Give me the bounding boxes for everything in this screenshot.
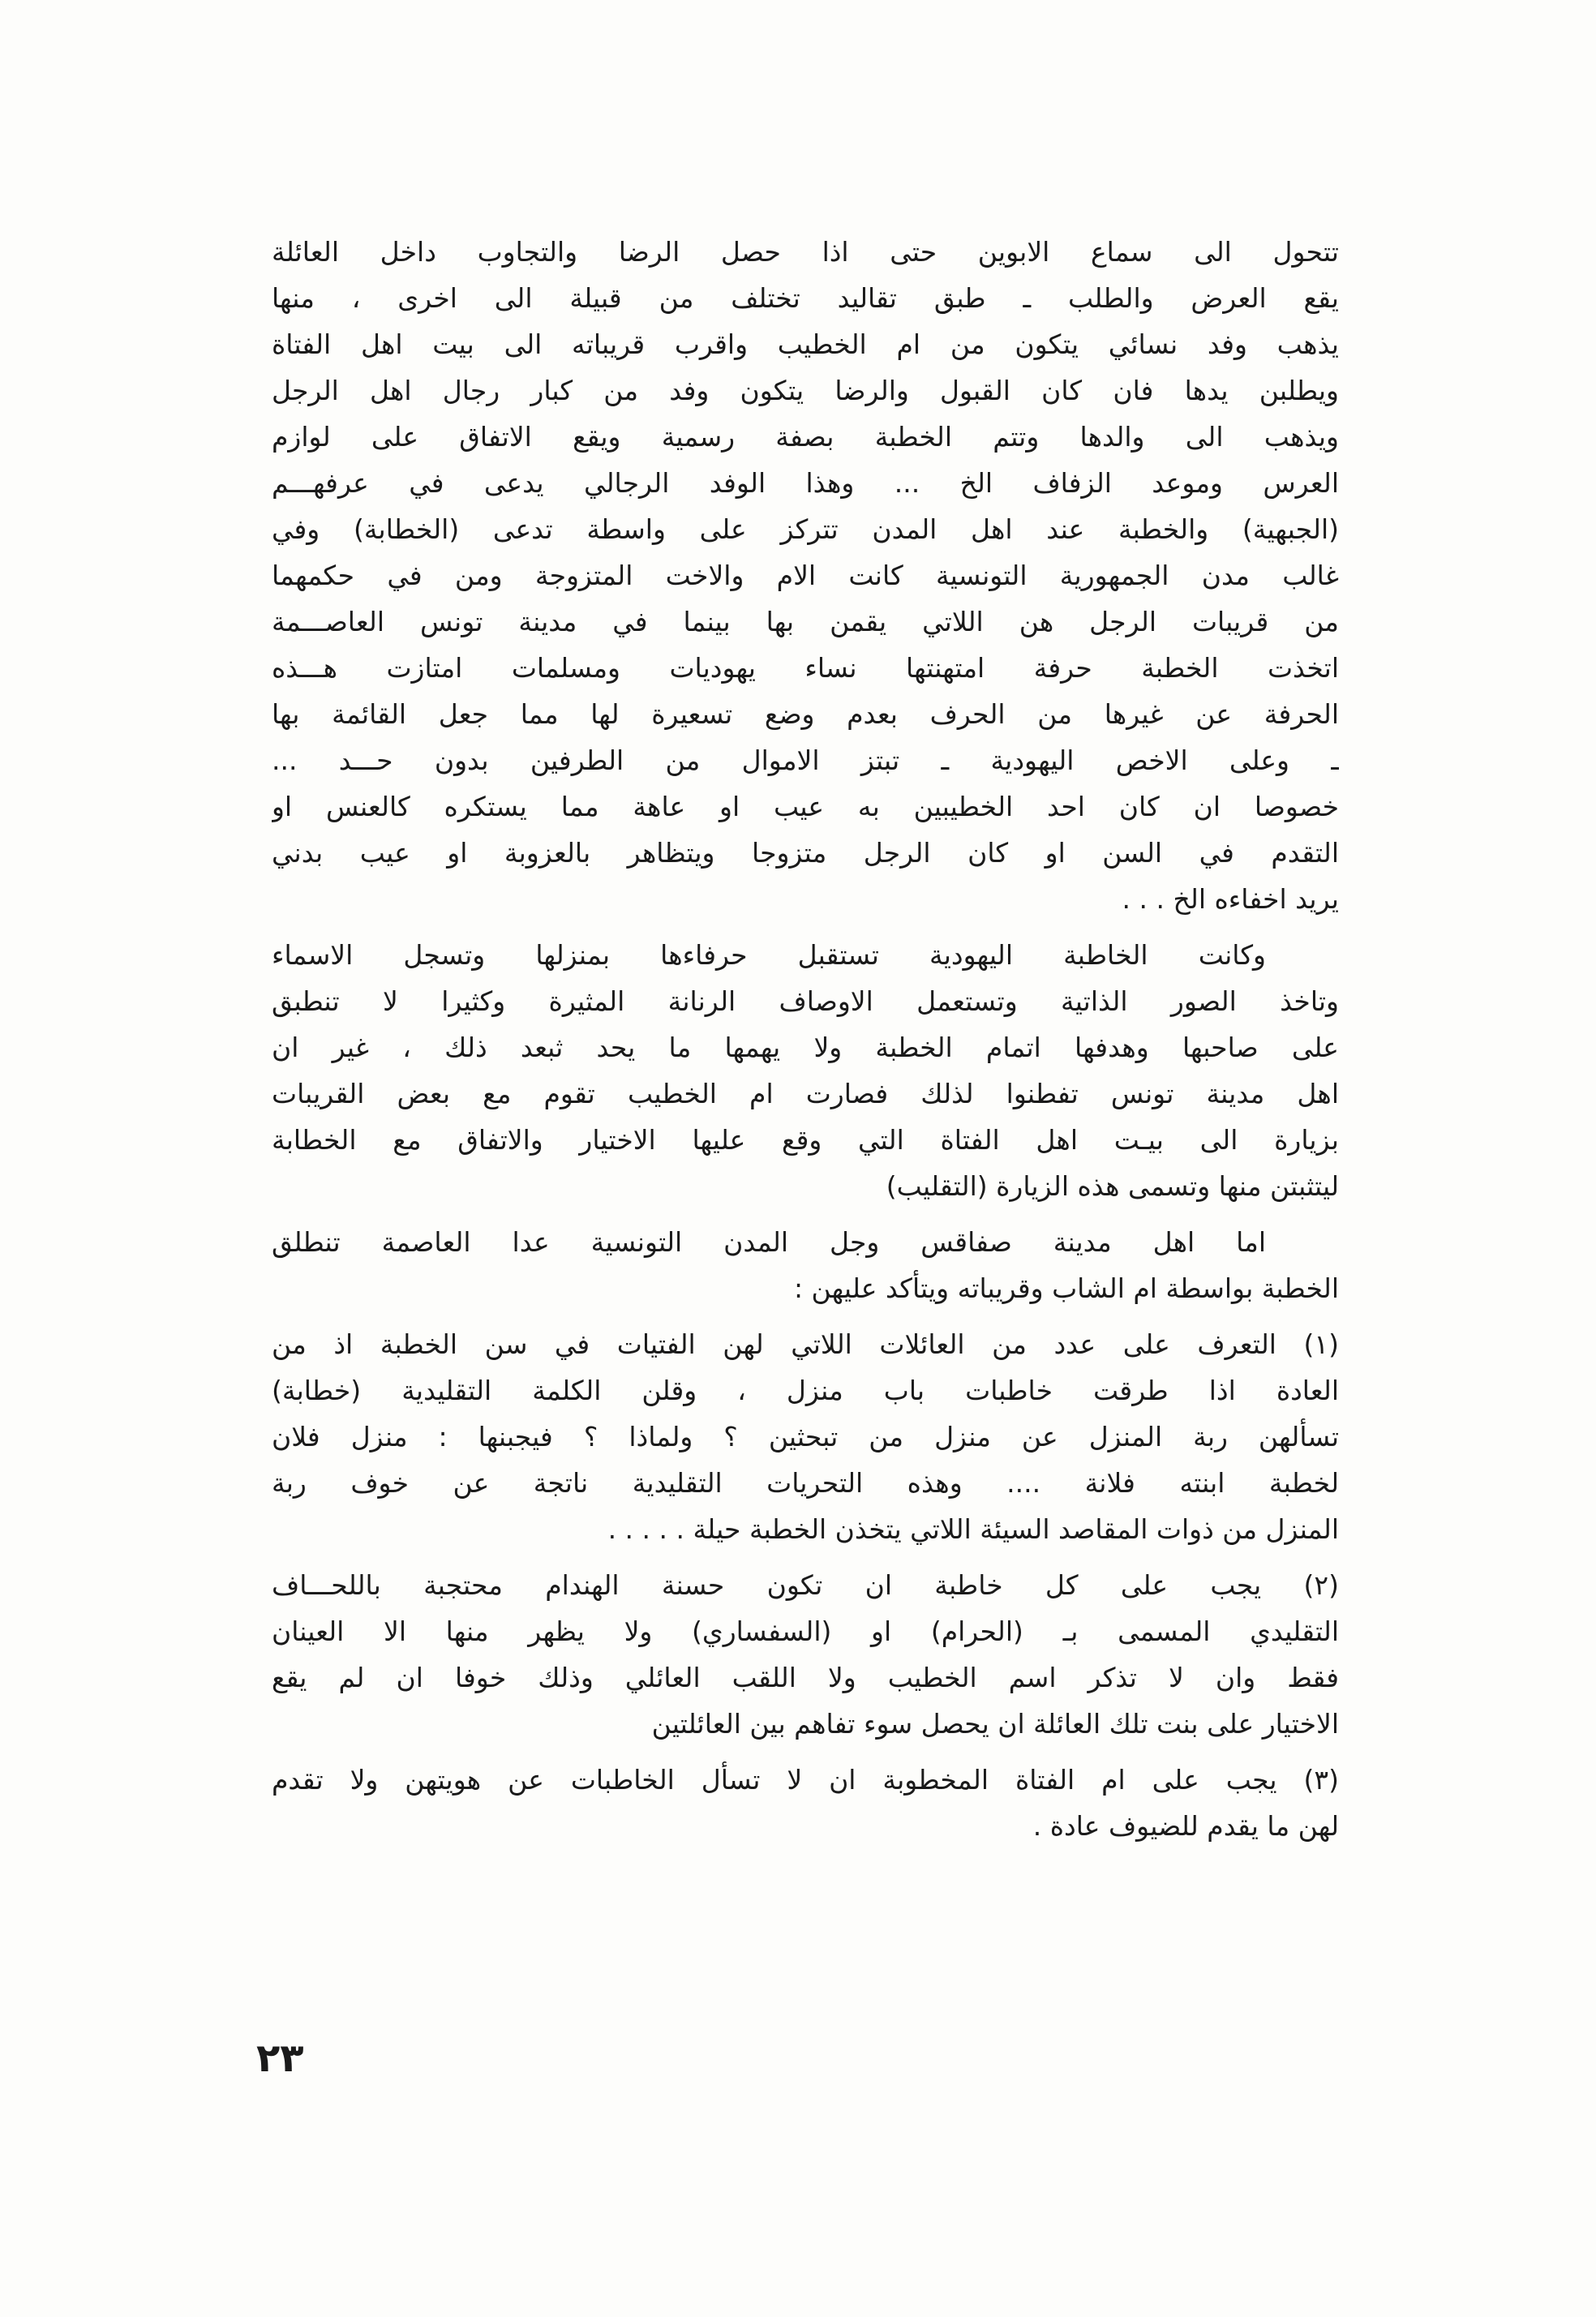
text-line: اما اهل مدينة صفاقس وجل المدن التونسية عدا العاصمة تنطلق xyxy=(272,1226,1266,1258)
text-line: لخطبة ابنته فلانة .... وهذه التحريات التقليدية ناتجة عن خوف ربة xyxy=(272,1467,1339,1499)
text-line: الخطبة بواسطة ام الشاب وقريباته ويتأكد عليهن : xyxy=(793,1272,1339,1304)
text-line: (١) التعرف على عدد من العائلات اللاتي لهن الفتيات في سن الخطبة اذ من xyxy=(272,1328,1339,1360)
text-line: وتاخذ الصور الذاتية وتستعمل الاوصاف الرنانة المثيرة وكثيرا لا تنطبق xyxy=(272,985,1339,1017)
text-line: ـ وعلى الاخص اليهودية ـ تبتز الاموال من الطرفين بدون حـــد ... xyxy=(272,744,1339,776)
text-line: لهن ما يقدم للضيوف عادة . xyxy=(1032,1810,1339,1842)
text-line: التقليدي المسمى بـ (الحرام) او (السفساري) ولا يظهر منها الا العينان xyxy=(272,1615,1339,1647)
text-line: تتحول الى سماع الابوين حتى اذا حصل الرضا والتجاوب داخل العائلة xyxy=(272,236,1339,268)
text-line: اهل مدينة تونس تفطنوا لذلك فصارت ام الخطيب تقوم مع بعض القريبات xyxy=(272,1078,1339,1109)
text-line: ليتثبتن منها وتسمى هذه الزيارة (التقليب) xyxy=(886,1170,1339,1202)
text-line: العرس وموعد الزفاف الخ ... وهذا الوفد الرجالي يدعى في عرفهـــم xyxy=(272,467,1339,499)
text-line: على صاحبها وهدفها اتمام الخطبة ولا يهمها ما يحد ثبعد ذلك ، غير ان xyxy=(272,1032,1339,1063)
text-line: اتخذت الخطبة حرفة امتهنتها نساء يهوديات ومسلمات امتازت هـــذه xyxy=(272,652,1339,684)
text-line: يذهب وفد نسائي يتكون من ام الخطيب واقرب قريباته الى بيت اهل الفتاة xyxy=(272,328,1339,360)
text-line: (٢) يجب على كل خاطبة ان تكون حسنة الهندام محتجبة باللحـــاف xyxy=(272,1569,1339,1601)
text-line: بزيارة الى بيـت اهل الفتاة التي وقع عليها الاختيار والاتفاق مع الخطابة xyxy=(272,1124,1339,1156)
text-line: يقع العرض والطلب ـ طبق تقاليد تختلف من قبيلة الى اخرى ، منها xyxy=(272,282,1339,314)
text-line: غالب مدن الجمهورية التونسية كانت الام والاخت المتزوجة ومن في حكمهما xyxy=(272,560,1339,591)
text-line: ويطلبن يدها فان كان القبول والرضا يتكون وفد من كبار رجال اهل الرجل xyxy=(272,375,1339,406)
text-line: من قريبات الرجل هن اللاتي يقمن بها بينما في مدينة تونس العاصـــمة xyxy=(272,606,1339,637)
body-text xyxy=(272,229,1339,1849)
text-line: يريد اخفاءه الخ . . . xyxy=(1122,883,1339,915)
text-line: التقدم في السن او كان الرجل متزوجا ويتظاهر بالعزوبة او عيب بدني xyxy=(272,837,1339,869)
text-line: تسألهن ربة المنزل عن منزل من تبحثين ؟ ولماذا ؟ فيجبنها : منزل فلان xyxy=(272,1421,1339,1452)
text-line: الحرفة عن غيرها من الحرف بعدم وضع تسعيرة لها مما جعل القائمة بها xyxy=(272,698,1339,730)
text-line: الاختيار على بنت تلك العائلة ان يحصل سوء تفاهم بين العائلتين xyxy=(651,1708,1339,1740)
text-line: فقط وان لا تذكر اسم الخطيب ولا اللقب العائلي وذلك خوفا ان لم يقع xyxy=(272,1662,1339,1693)
text-line: ويذهب الى والدها وتتم الخطبة بصفة رسمية ويقع الاتفاق على لوازم xyxy=(272,421,1339,453)
text-line: وكانت الخاطبة اليهودية تستقبل حرفاءها بمنزلها وتسجل الاسماء xyxy=(272,939,1266,971)
page-number: ٢٣ xyxy=(256,2036,304,2081)
text-line: خصوصا ان كان احد الخطيبين به عيب او عاهة مما يستكره كالعنس او xyxy=(272,791,1339,822)
text-line: العادة اذا طرقت خاطبات باب منزل ، وقلن الكلمة التقليدية (خطابة) xyxy=(272,1375,1339,1406)
text-line: (الجبهية) والخطبة عند اهل المدن تتركز على واسطة تدعى (الخطابة) وفي xyxy=(272,513,1339,545)
text-line: (٣) يجب على ام الفتاة المخطوبة ان لا تسأل الخاطبات عن هويتهن ولا تقدم xyxy=(272,1764,1339,1796)
text-line: المنزل من ذوات المقاصد السيئة اللاتي يتخذن الخطبة حيلة . . . . . xyxy=(607,1513,1339,1545)
